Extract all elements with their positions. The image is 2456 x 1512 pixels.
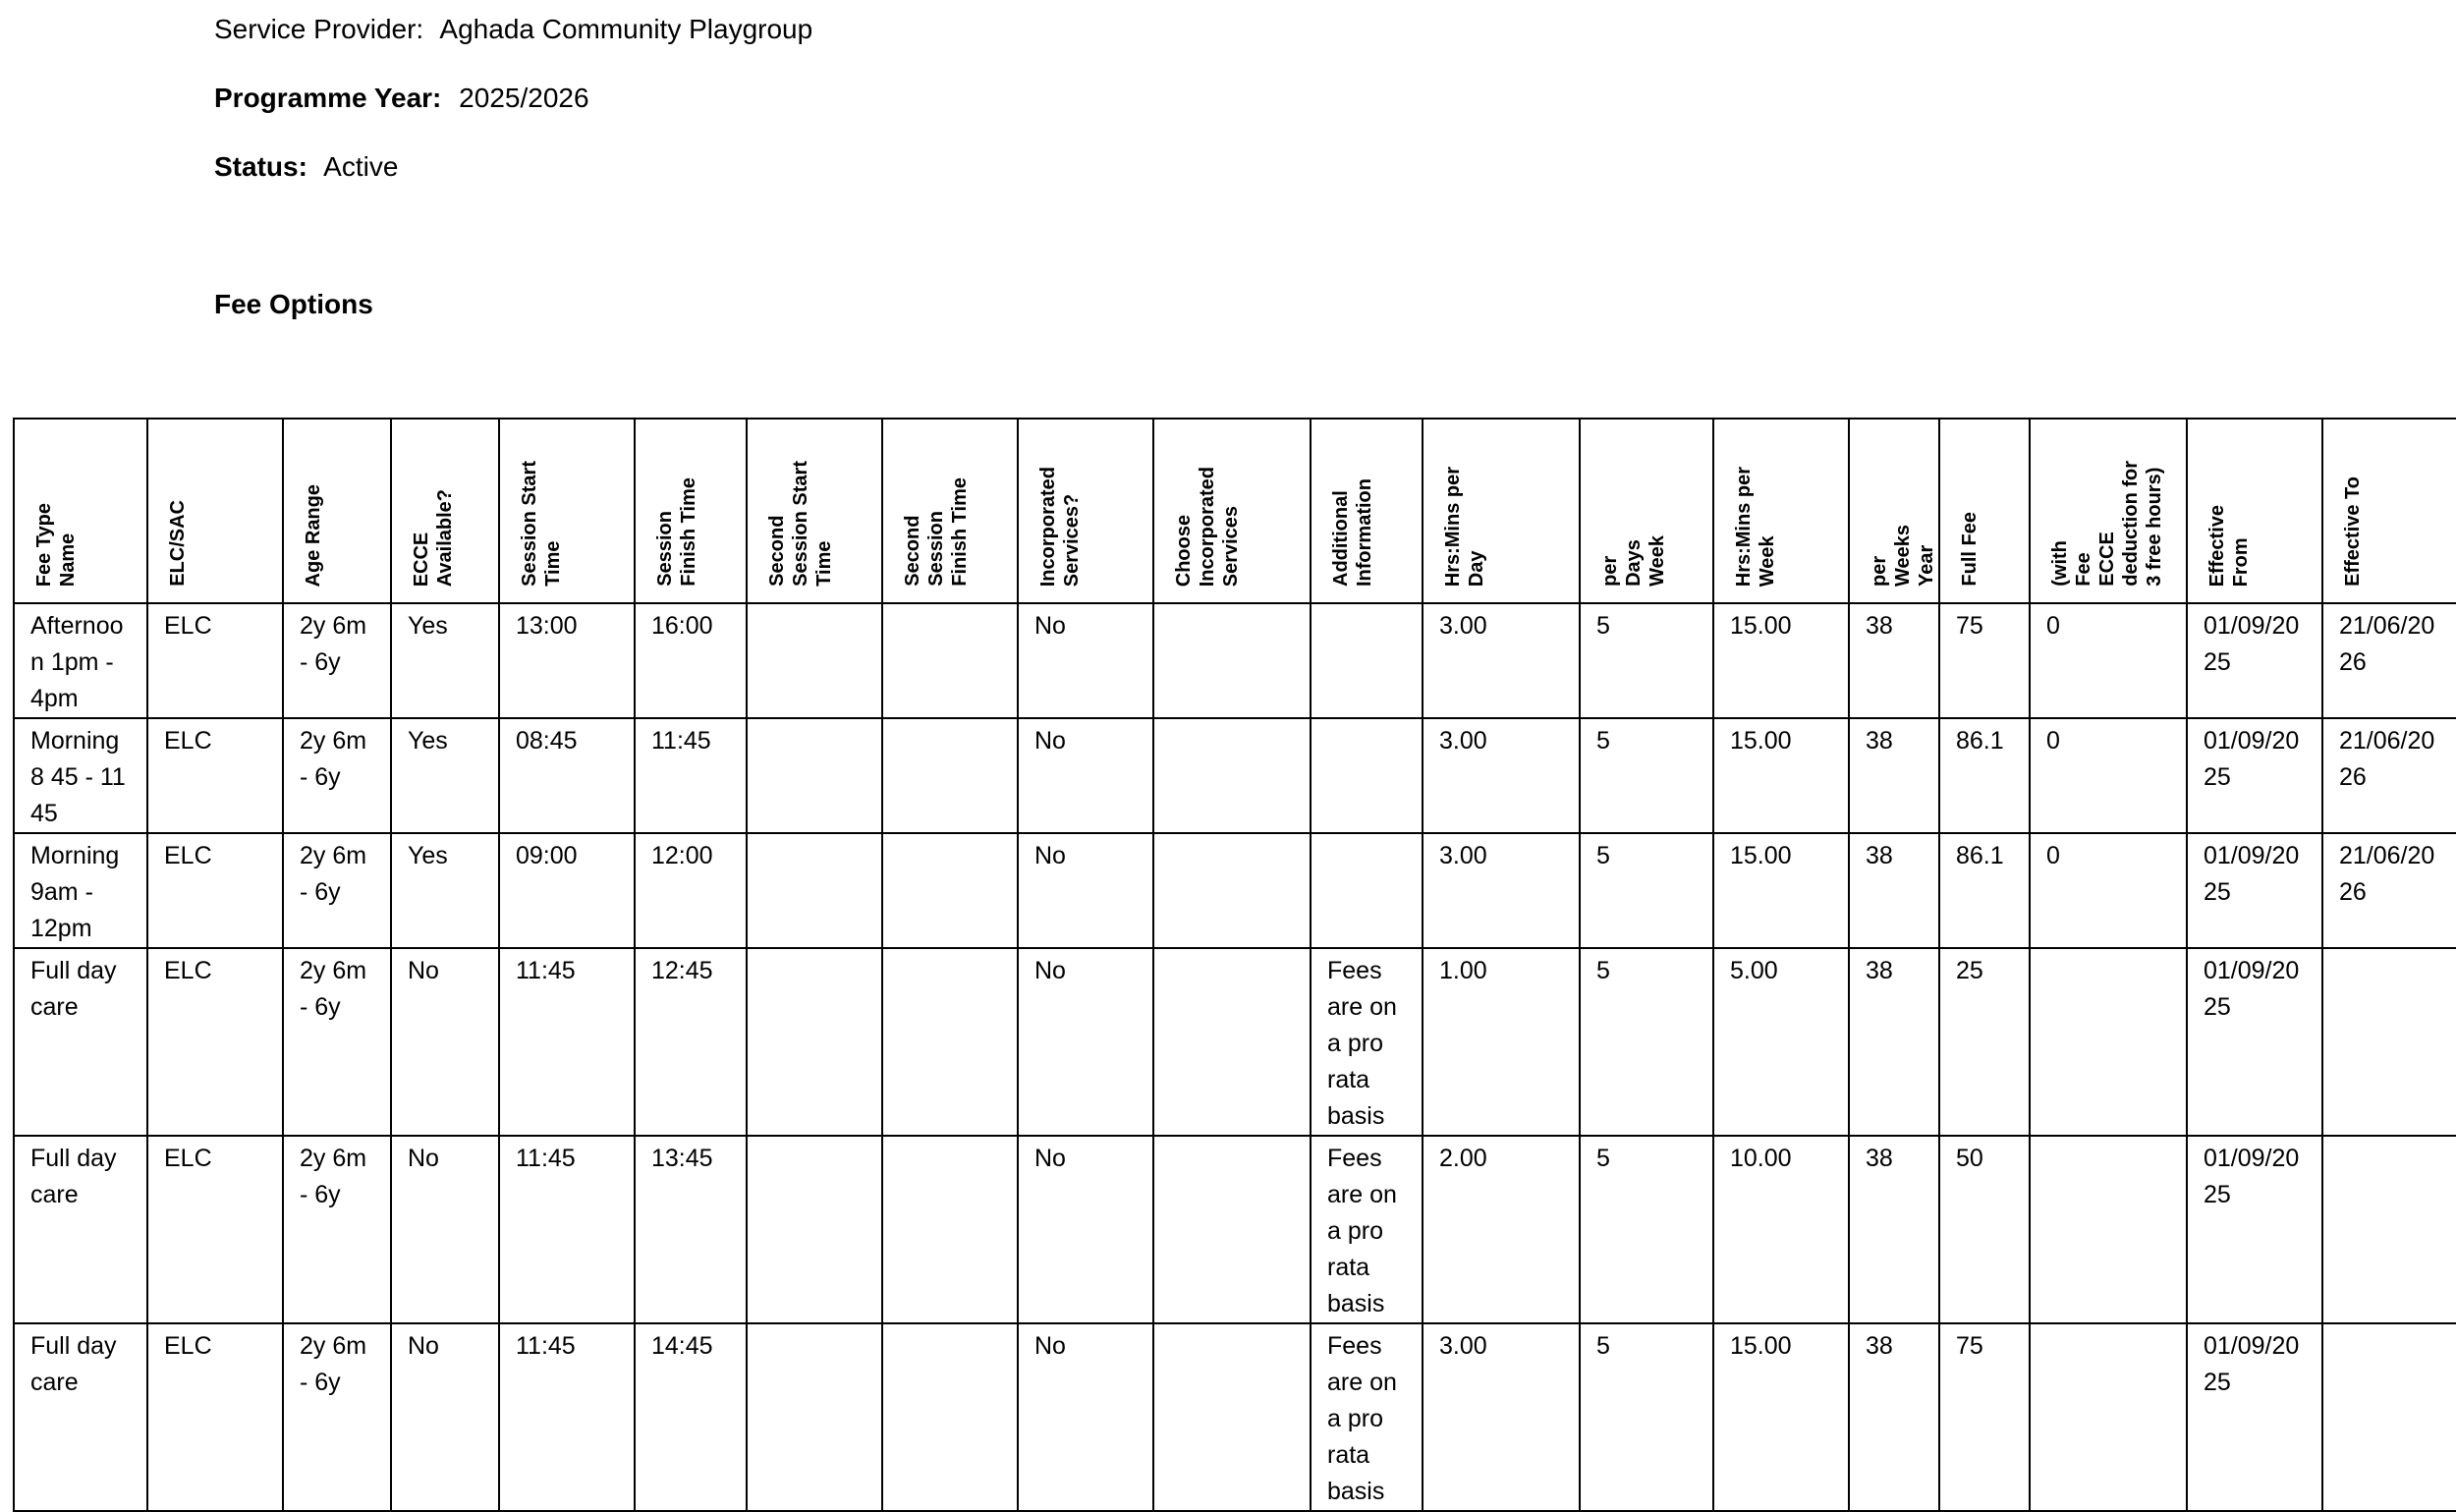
table-cell: 08:45 [499,718,635,833]
table-cell: No [1018,1323,1153,1511]
table-cell: 5 [1580,1323,1713,1511]
table-cell: No [1018,833,1153,948]
table-cell: 50 [1939,1136,2030,1323]
table-cell: 5.00 [1713,948,1849,1136]
status-line [214,150,398,184]
table-cell [2030,1136,2187,1323]
column-header: Hrs:Mins per Day [1423,419,1580,603]
column-header: Hrs:Mins per Week [1713,419,1849,603]
table-cell: 01/09/2025 [2187,1136,2322,1323]
table-cell: Yes [391,603,499,718]
table-cell: 15.00 [1713,833,1849,948]
table-cell: 38 [1849,833,1939,948]
column-header: Fee Type Name [14,419,147,603]
table-row [14,603,2456,718]
table-cell: No [1018,948,1153,1136]
table-cell [2322,948,2456,1136]
table-cell: 3.00 [1423,603,1580,718]
table-cell: 12:00 [635,833,747,948]
table-cell [882,1136,1018,1323]
table-cell: 5 [1580,603,1713,718]
table-cell: 15.00 [1713,718,1849,833]
table-cell: Full day care [14,1136,147,1323]
column-header: Additional Information [1311,419,1423,603]
table-cell: 14:45 [635,1323,747,1511]
table-cell: No [391,1323,499,1511]
column-header: Effective From [2187,419,2322,603]
table-cell: 38 [1849,1136,1939,1323]
table-cell [2030,1323,2187,1511]
column-header: Full Fee [1939,419,2030,603]
table-cell [747,1323,882,1511]
table-cell: 15.00 [1713,1323,1849,1511]
table-cell: ELC [147,1323,283,1511]
table-cell: 38 [1849,603,1939,718]
table-cell: 2y 6m - 6y [283,603,391,718]
table-cell [747,833,882,948]
status-value: Active [323,151,399,182]
table-cell [1153,833,1311,948]
table-body [14,603,2456,1511]
table-cell [1153,718,1311,833]
table-cell: Morning 9am - 12pm [14,833,147,948]
table-cell: Fees are on a pro rata basis [1311,1323,1423,1511]
table-cell: Yes [391,718,499,833]
table-cell: 0 [2030,718,2187,833]
table-cell: No [1018,603,1153,718]
table-cell: 3.00 [1423,833,1580,948]
column-header: Effective To [2322,419,2456,603]
table-cell [2322,1323,2456,1511]
column-header: Choose Incorporated Services [1153,419,1311,603]
table-cell [882,833,1018,948]
table-cell: 38 [1849,718,1939,833]
table-cell: Morning 8 45 - 11 45 [14,718,147,833]
column-header: Second Session Finish Time [882,419,1018,603]
table-row [14,718,2456,833]
table-cell: No [391,948,499,1136]
table-cell [1311,718,1423,833]
table-cell [1311,833,1423,948]
table-cell: Full day care [14,948,147,1136]
column-header: Incorporated Services? [1018,419,1153,603]
table-cell: 2y 6m - 6y [283,718,391,833]
table-cell: 09:00 [499,833,635,948]
table-cell: ELC [147,718,283,833]
table-cell: 0 [2030,603,2187,718]
programme-year-label: Programme Year: [214,83,442,113]
table-cell: 15.00 [1713,603,1849,718]
table-cell: 2y 6m - 6y [283,1323,391,1511]
column-header: ELC/SAC [147,419,283,603]
service-provider-value: Aghada Community Playgroup [439,14,813,44]
column-header: (with Fee ECCE deduction for 3 free hours) [2030,419,2187,603]
table-cell [2322,1136,2456,1323]
table-cell: 2y 6m - 6y [283,1136,391,1323]
table-cell: 12:45 [635,948,747,1136]
table-cell: 25 [1939,948,2030,1136]
table-cell: 5 [1580,833,1713,948]
table-cell: 16:00 [635,603,747,718]
table-cell: 38 [1849,1323,1939,1511]
table-cell [882,718,1018,833]
column-header: ECCE Available? [391,419,499,603]
table-cell [747,603,882,718]
table-cell: 5 [1580,718,1713,833]
table-cell: 01/09/2025 [2187,948,2322,1136]
programme-year-value: 2025/2026 [459,83,589,113]
table-cell: No [1018,1136,1153,1323]
service-provider-label: Service Provider: [214,14,424,44]
table-cell: Fees are on a pro rata basis [1311,1136,1423,1323]
table-cell: Fees are on a pro rata basis [1311,948,1423,1136]
column-header: Session Start Time [499,419,635,603]
table-cell [1153,948,1311,1136]
table-cell [747,948,882,1136]
table-cell: 10.00 [1713,1136,1849,1323]
table-cell [882,948,1018,1136]
table-cell: Afternoon 1pm - 4pm [14,603,147,718]
table-cell: 01/09/2025 [2187,603,2322,718]
table-cell: 13:00 [499,603,635,718]
table-cell [747,718,882,833]
table-cell: 3.00 [1423,718,1580,833]
table-row [14,1323,2456,1511]
service-provider-line [214,13,812,46]
table-cell [1153,1136,1311,1323]
table-cell: 11:45 [635,718,747,833]
table-cell: 21/06/2026 [2322,603,2456,718]
table-cell [1153,1323,1311,1511]
table-cell [1153,603,1311,718]
table-cell: 75 [1939,603,2030,718]
table-cell [882,1323,1018,1511]
table-cell: ELC [147,833,283,948]
table-cell [1311,603,1423,718]
table-row [14,833,2456,948]
table-cell: ELC [147,948,283,1136]
table-cell: 2y 6m - 6y [283,948,391,1136]
table-cell: 75 [1939,1323,2030,1511]
table-cell: 2.00 [1423,1136,1580,1323]
table-cell: 5 [1580,948,1713,1136]
table-cell: 86.1 [1939,718,2030,833]
table-cell: 11:45 [499,948,635,1136]
column-header: Session Finish Time [635,419,747,603]
table-cell: 3.00 [1423,1323,1580,1511]
table-header-row [14,419,2456,603]
column-header: Age Range [283,419,391,603]
table-cell: 11:45 [499,1136,635,1323]
table-cell: Yes [391,833,499,948]
table-cell: ELC [147,603,283,718]
status-label: Status: [214,151,307,182]
table-cell: 0 [2030,833,2187,948]
table-cell [2030,948,2187,1136]
table-cell: 11:45 [499,1323,635,1511]
fee-options-table [13,418,2456,1512]
table-cell: 38 [1849,948,1939,1136]
column-header: per Weeks Year [1849,419,1939,603]
table-cell: 86.1 [1939,833,2030,948]
table-cell: Full day care [14,1323,147,1511]
section-title: Fee Options [214,289,373,319]
table-cell: 2y 6m - 6y [283,833,391,948]
table-cell: No [391,1136,499,1323]
table-cell [747,1136,882,1323]
table-cell: No [1018,718,1153,833]
column-header: per Days Week [1580,419,1713,603]
table-row [14,1136,2456,1323]
table-cell: 21/06/2026 [2322,718,2456,833]
programme-year-line [214,82,589,115]
column-header: Second Session Start Time [747,419,882,603]
table-cell: 01/09/2025 [2187,833,2322,948]
table-cell: 01/09/2025 [2187,1323,2322,1511]
table-cell: 01/09/2025 [2187,718,2322,833]
table-cell: 1.00 [1423,948,1580,1136]
table-cell: 21/06/2026 [2322,833,2456,948]
table-row [14,948,2456,1136]
table-cell: 13:45 [635,1136,747,1323]
table-cell: 5 [1580,1136,1713,1323]
table-cell: ELC [147,1136,283,1323]
table-cell [882,603,1018,718]
